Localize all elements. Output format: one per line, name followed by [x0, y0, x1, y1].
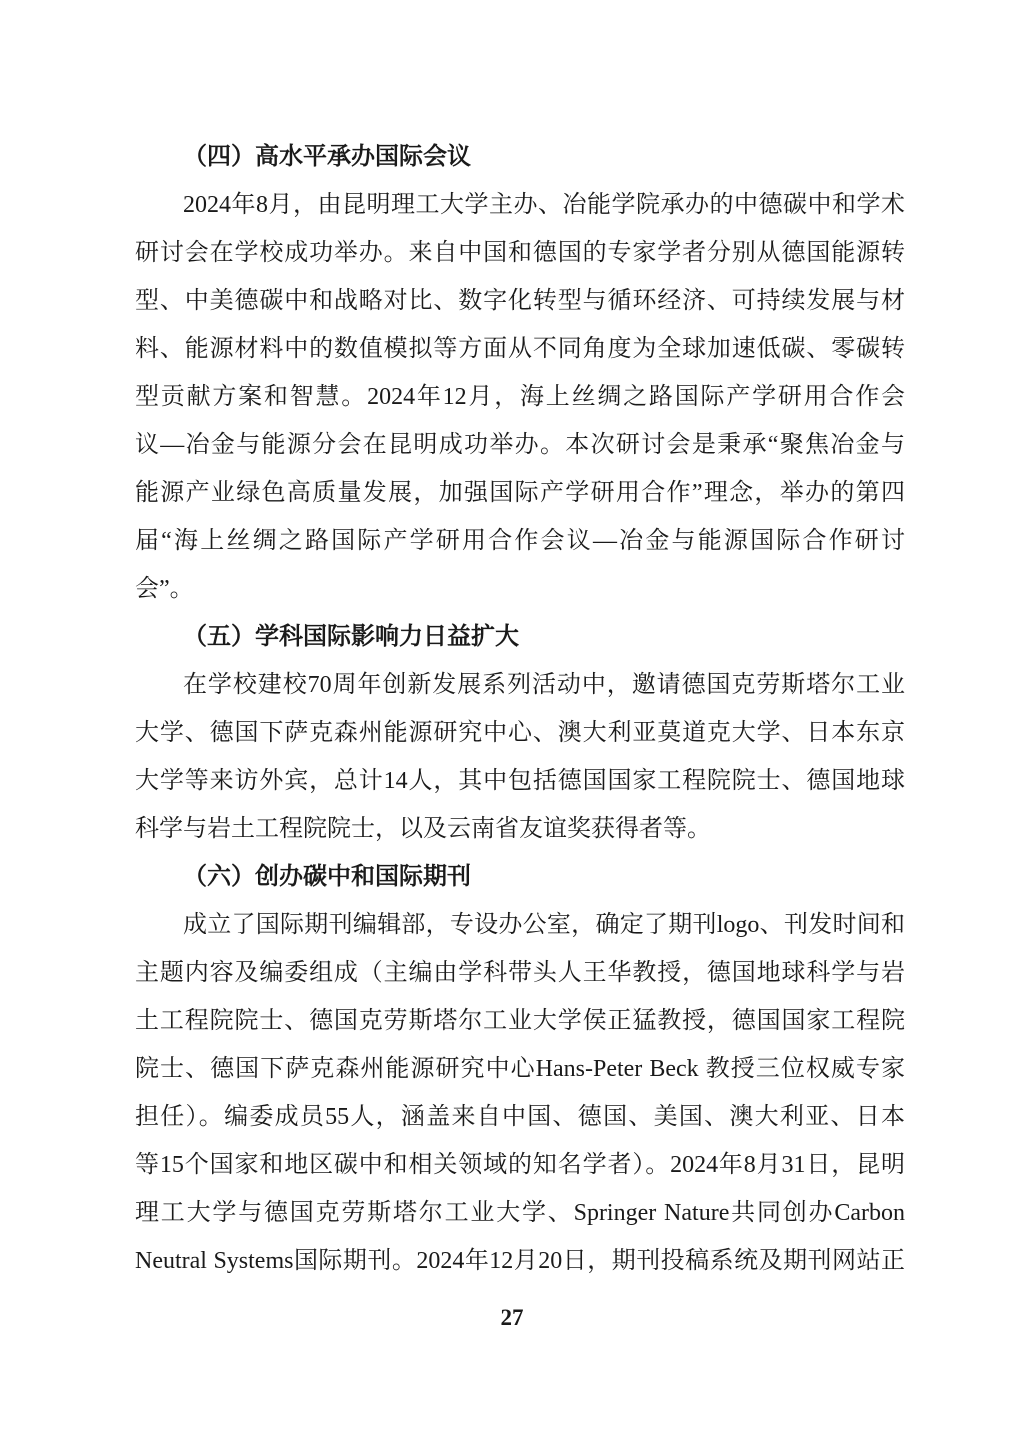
text-line: 会”。 [135, 576, 194, 602]
text-line: 担任）。编委成员55人，涵盖来自中国、德国、美国、澳大利亚、日本 [135, 1104, 905, 1130]
text-line: 型、中美德碳中和战略对比、数字化转型与循环经济、可持续发展与材 [135, 288, 905, 314]
text-line: 成立了国际期刊编辑部，专设办公室，确定了期刊logo、刊发时间和 [183, 912, 905, 938]
text-line: 届“海上丝绸之路国际产学研用合作会议—冶金与能源国际合作研讨 [135, 528, 905, 554]
text-line: 在学校建校70周年创新发展系列活动中，邀请德国克劳斯塔尔工业 [183, 672, 905, 698]
text-line: 议—冶金与能源分会在昆明成功举办。本次研讨会是秉承“聚焦冶金与 [135, 432, 905, 458]
document-content [135, 133, 905, 1285]
text-line: 大学等来访外宾，总计14人，其中包括德国国家工程院院士、德国地球 [135, 768, 905, 794]
text-line: 能源产业绿色高质量发展，加强国际产学研用合作”理念，举办的第四 [135, 480, 905, 506]
text-line: 研讨会在学校成功举办。来自中国和德国的专家学者分别从德国能源转 [135, 240, 905, 266]
text-line: Neutral Systems国际期刊。2024年12月20日，期刊投稿系统及期刊网站正 [135, 1248, 905, 1274]
text-line: 院士、德国下萨克森州能源研究中心Hans-Peter Beck 教授三位权威专家 [135, 1056, 905, 1082]
text-line: 2024年8月，由昆明理工大学主办、冶能学院承办的中德碳中和学术 [183, 192, 905, 218]
section-heading: （四）高水平承办国际会议 [183, 144, 471, 170]
text-line: 理工大学与德国克劳斯塔尔工业大学、Springer Nature共同创办Carbon [135, 1200, 905, 1226]
text-line: 土工程院院士、德国克劳斯塔尔工业大学侯正猛教授，德国国家工程院 [135, 1008, 905, 1034]
section-heading: （六）创办碳中和国际期刊 [183, 864, 471, 890]
text-line: 型贡献方案和智慧。2024年12月，海上丝绸之路国际产学研用合作会 [135, 384, 905, 410]
page-number: 27 [500, 1305, 524, 1330]
text-line: 科学与岩土工程院院士，以及云南省友谊奖获得者等。 [135, 816, 711, 842]
text-line: 料、能源材料中的数值模拟等方面从不同角度为全球加速低碳、零碳转 [135, 336, 905, 362]
text-line: 主题内容及编委组成（主编由学科带头人王华教授，德国地球科学与岩 [135, 960, 905, 986]
section-heading: （五）学科国际影响力日益扩大 [183, 624, 519, 650]
text-line: 等15个国家和地区碳中和相关领域的知名学者）。2024年8月31日，昆明 [135, 1152, 905, 1178]
text-line: 大学、德国下萨克森州能源研究中心、澳大利亚莫道克大学、日本东京 [135, 720, 905, 746]
